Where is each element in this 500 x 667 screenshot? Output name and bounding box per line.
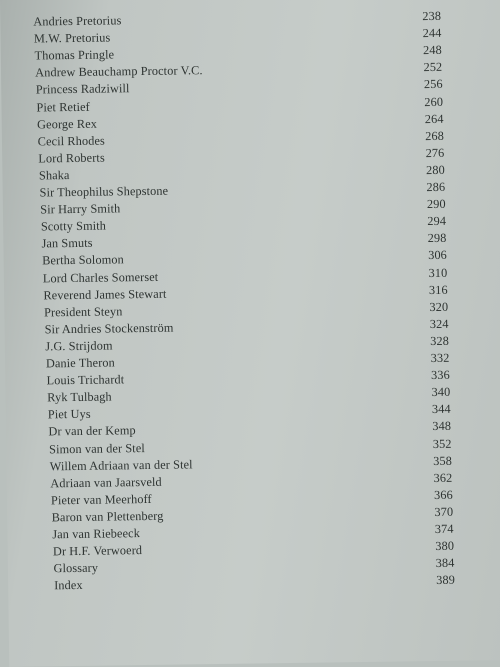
toc-entry-page-number: 256 bbox=[423, 77, 443, 92]
toc-entry-title: Andries Pretorius bbox=[33, 13, 122, 29]
toc-entry-page-number: 336 bbox=[430, 367, 450, 383]
toc-entry-page-number: 320 bbox=[429, 299, 449, 314]
toc-entry-title: Princess Radziwill bbox=[35, 81, 130, 97]
toc-entry-page-number: 306 bbox=[428, 248, 447, 263]
toc-entry-title: Dr H.F. Verwoerd bbox=[52, 543, 143, 559]
toc-entry-page-number: 280 bbox=[425, 162, 445, 177]
toc-entry-title: Danie Theron bbox=[45, 355, 115, 371]
toc-entry-page-number: 276 bbox=[425, 145, 445, 160]
toc-entry-title: Baron van Plettenberg bbox=[51, 508, 164, 525]
toc-entry-page-number: 328 bbox=[430, 333, 450, 348]
toc-entry-page-number: 248 bbox=[423, 43, 442, 58]
toc-entry-page-number: 294 bbox=[427, 213, 447, 229]
toc-entry-title: Shaka bbox=[38, 167, 70, 183]
toc-entry-page-number: 384 bbox=[435, 555, 455, 571]
toc-entry-title: Willem Adriaan van der Stel bbox=[49, 456, 193, 473]
toc-entry-page-number: 244 bbox=[422, 25, 442, 41]
toc-entry-title: Dr van der Kemp bbox=[48, 423, 136, 439]
toc-entry-title: Scotty Smith bbox=[40, 218, 107, 234]
toc-entry-page-number: 268 bbox=[425, 128, 445, 143]
toc-entry-title: Adriaan van Jaarsveld bbox=[50, 474, 162, 491]
toc-entry-page-number: 370 bbox=[434, 504, 454, 519]
toc-entry-page-number: 380 bbox=[435, 538, 455, 554]
toc-entry-page-number: 238 bbox=[422, 8, 442, 24]
toc-entry-page-number: 340 bbox=[431, 384, 451, 400]
toc-entry-title: M.W. Pretorius bbox=[33, 30, 111, 46]
toc-entry-title: Sir Theophilus Shepstone bbox=[39, 183, 169, 200]
toc-entry-page-number: 310 bbox=[428, 265, 448, 280]
toc-entry-page-number: 374 bbox=[434, 521, 454, 536]
toc-entry-page-number: 344 bbox=[431, 402, 451, 417]
toc-entry-page-number: 286 bbox=[426, 179, 446, 195]
toc-entry-page-number: 348 bbox=[432, 419, 452, 434]
toc-entry-title: Jan Smuts bbox=[41, 236, 93, 251]
toc-entry-title: Index bbox=[54, 578, 83, 593]
toc-entry-page-number: 352 bbox=[432, 436, 452, 451]
toc-entry-title: Simon van der Stel bbox=[49, 440, 145, 456]
toc-entry-title: Lord Charles Somerset bbox=[42, 269, 159, 285]
toc-entry-page-number: 358 bbox=[433, 453, 453, 468]
toc-entry-title: Louis Trichardt bbox=[46, 372, 125, 388]
toc-entry-title: President Steyn bbox=[43, 304, 123, 320]
toc-entry-title: J.G. Strijdom bbox=[45, 338, 113, 354]
toc-entry-page-number: 260 bbox=[424, 94, 444, 109]
toc-entry-title: Lord Roberts bbox=[38, 150, 105, 166]
toc-entry-title: Jan van Riebeeck bbox=[52, 526, 141, 542]
toc-entry-title: Pieter van Meerhoff bbox=[50, 491, 152, 508]
toc-entry-title: Sir Harry Smith bbox=[40, 201, 121, 217]
toc-entry-title: Piet Uys bbox=[47, 407, 91, 422]
toc-entry-page-number: 332 bbox=[430, 350, 450, 366]
toc-entry-page-number: 324 bbox=[429, 316, 449, 331]
toc-entry-title: Bertha Solomon bbox=[42, 252, 124, 268]
toc-entry-title: Ryk Tulbagh bbox=[47, 389, 112, 405]
toc-entry-page-number: 290 bbox=[426, 196, 446, 212]
toc-entry-page-number: 316 bbox=[428, 282, 448, 297]
toc-entry-title: Thomas Pringle bbox=[34, 47, 115, 63]
toc-entry-page-number: 298 bbox=[427, 231, 447, 246]
toc-entry-title: George Rex bbox=[36, 116, 98, 132]
toc-entry-title: Glossary bbox=[53, 560, 99, 576]
toc-entry-page-number: 362 bbox=[433, 470, 453, 485]
toc-entry-page-number: 366 bbox=[433, 487, 453, 502]
toc-entry-title: Andrew Beauchamp Proctor V.C. bbox=[35, 63, 203, 80]
toc-entry-title: Piet Retief bbox=[36, 99, 90, 115]
toc-entry-title: Reverend James Stewart bbox=[43, 286, 167, 303]
toc-entry-page-number: 264 bbox=[424, 111, 444, 126]
toc-entry-page-number: 252 bbox=[423, 60, 443, 75]
toc-entry-title: Cecil Rhodes bbox=[37, 133, 105, 149]
toc-entry-page-number: 389 bbox=[436, 573, 455, 588]
toc-entry-title: Sir Andries Stockenström bbox=[44, 320, 174, 337]
